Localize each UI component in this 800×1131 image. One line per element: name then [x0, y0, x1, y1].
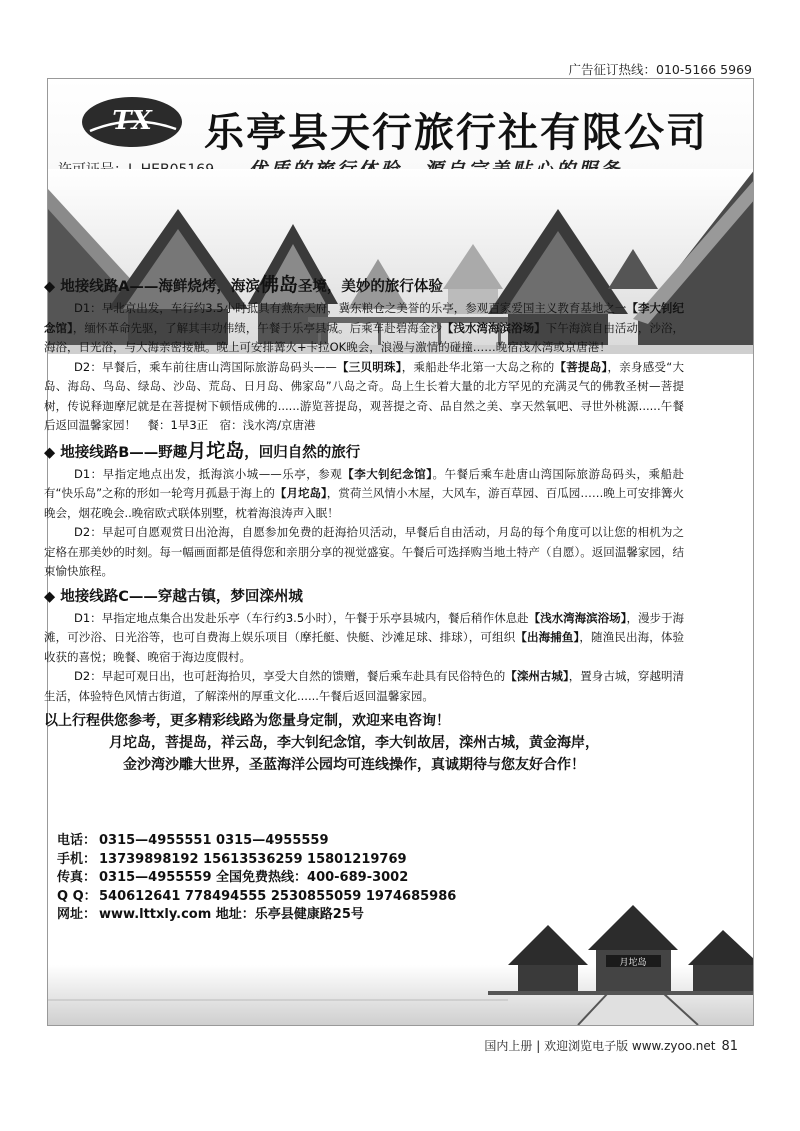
company-name: 乐亭县天行旅行社有限公司: [204, 109, 708, 156]
route-c-day1: D1：早指定地点集合出发赴乐亭（车行约3.5小时），午餐于乐亭县城内，餐后稍作休息赴【浅水湾海滨浴场】，漫步于海滩，可沙浴、日光浴等，也可自费海上娱乐项目（摩托艇、快艇、沙滩足球、排球），可组织【出海捕鱼】，随渔民出海，体验收获的喜悦；晚餐、晚宿于海边度假村。: [44, 610, 685, 664]
page-number: 81: [721, 1039, 738, 1054]
destinations-line-2: 金沙湾沙雕大世界，圣蓝海洋公园均可连线操作，真诚期待与您友好合作！: [123, 757, 585, 773]
contact-web: 网址： www.lttxly.com 地址：乐亭县健康路25号: [57, 907, 364, 922]
page-footer: [484, 1037, 738, 1054]
logo-text: TX: [112, 106, 152, 136]
route-a-day1: D1：早北京出发，车行约3.5小时抵具有燕东天府，冀东粮仓之美誉的乐亭，参观百家爱国主义教育基地之一【李大钊纪念馆】，缅怀革命先驱，了解其丰功伟绩，午餐于乐亭县城。后乘车赴碧海金沙【浅水湾海滨浴场】下午海滨自由活动，沙浴，海浴，日光浴，与大海亲密接触。晚上可安排篝火+卡拉OK晚会，浪漫与激情的碰撞……晚宿浅水湾或京唐港！: [44, 301, 685, 354]
company-logo: [80, 95, 184, 149]
footer-text: 国内上册 | 欢迎浏览电子版 www.zyoo.net: [484, 1039, 716, 1053]
route-c-day2: D2：早起可观日出，也可赶海拾贝，享受大自然的馈赠，餐后乘车赴具有民俗特色的【滦州古城】，置身古城，穿越明清生活，体验特色风情古街道，了解滦州的厚重文化......午餐后返回温馨家园。: [44, 669, 685, 703]
contact-qq: Q Q： 540612641 778494555 2530855059 1974685986: [57, 888, 457, 904]
contact-fax: 传真： 0315—4955559 全国免费热线：400-689-3002: [57, 870, 409, 885]
itinerary-content: [44, 270, 684, 776]
route-a-title: ◆ 地接线路A——海鲜烧烤，海滨佛岛圣境，美妙的旅行体验: [44, 274, 443, 296]
route-b-day1: D1：早指定地点出发，抵海滨小城——乐亭，参观【李大钊纪念馆】。午餐后乘车赴唐山湾国际旅游岛码头，乘船赴有“快乐岛”之称的形如一轮弯月孤悬于海上的【月坨岛】，赏荷兰风情小木屋，大风车，游百草园、百瓜园……晚上可安排篝火晚会，烟花晚会..晚宿欧式联体别墅，枕着海浪涛声入眠！: [44, 466, 684, 520]
summary-line: 以上行程供您参考，更多精彩线路为您量身定制，欢迎来电咨询！: [44, 713, 450, 729]
route-b-title: ◆ 地接线路B——野趣月坨岛，回归自然的旅行: [44, 439, 361, 462]
contact-mobile: 手机： 13739898192 15613536259 15801219769: [57, 851, 407, 867]
destinations-line-1: 月坨岛，菩提岛，祥云岛，李大钊纪念馆，李大钊故居，滦州古城，黄金海岸，: [109, 735, 599, 751]
ad-hotline: 广告征订热线：010-5166 5969: [568, 62, 752, 77]
contact-tel: 电话： 0315—4955551 0315—4955559: [57, 833, 329, 848]
route-a-day2: D2：早餐后，乘车前往唐山湾国际旅游岛码头——【三贝明珠】，乘船赴华北第一大岛之称的【菩提岛】，亲身感受“大岛、海岛、鸟岛、绿岛、沙岛、荒岛、日月岛、佛家岛”八岛之奇。岛上生长着大量的北方罕见的充满灵气的佛教圣树—菩提树，传说释迦摩尼就是在菩提树下顿悟成佛的......游览菩提岛，观菩提之奇、品自然之美、享天然氧吧、寻世外桃源......午餐后返回温馨家园！ 餐：1早3正 宿：浅水湾/京唐港: [44, 359, 685, 432]
route-c-title: ◆ 地接线路C——穿越古镇，梦回滦州城: [44, 588, 303, 605]
contact-block: [57, 832, 456, 925]
island-sign: 月坨岛: [619, 958, 647, 968]
route-b-day2: D2：早起可自愿观赏日出沧海，自愿参加免费的赶海拾贝活动，早餐后自由活动，月岛的每个角度可以让您的相机为之定格在那美妙的时刻。每一幅画面都是值得您和亲朋分享的视觉盛宴。午餐后可选择购当地土特产（自愿）。返回温馨家园，结束愉快旅程。: [44, 525, 684, 578]
